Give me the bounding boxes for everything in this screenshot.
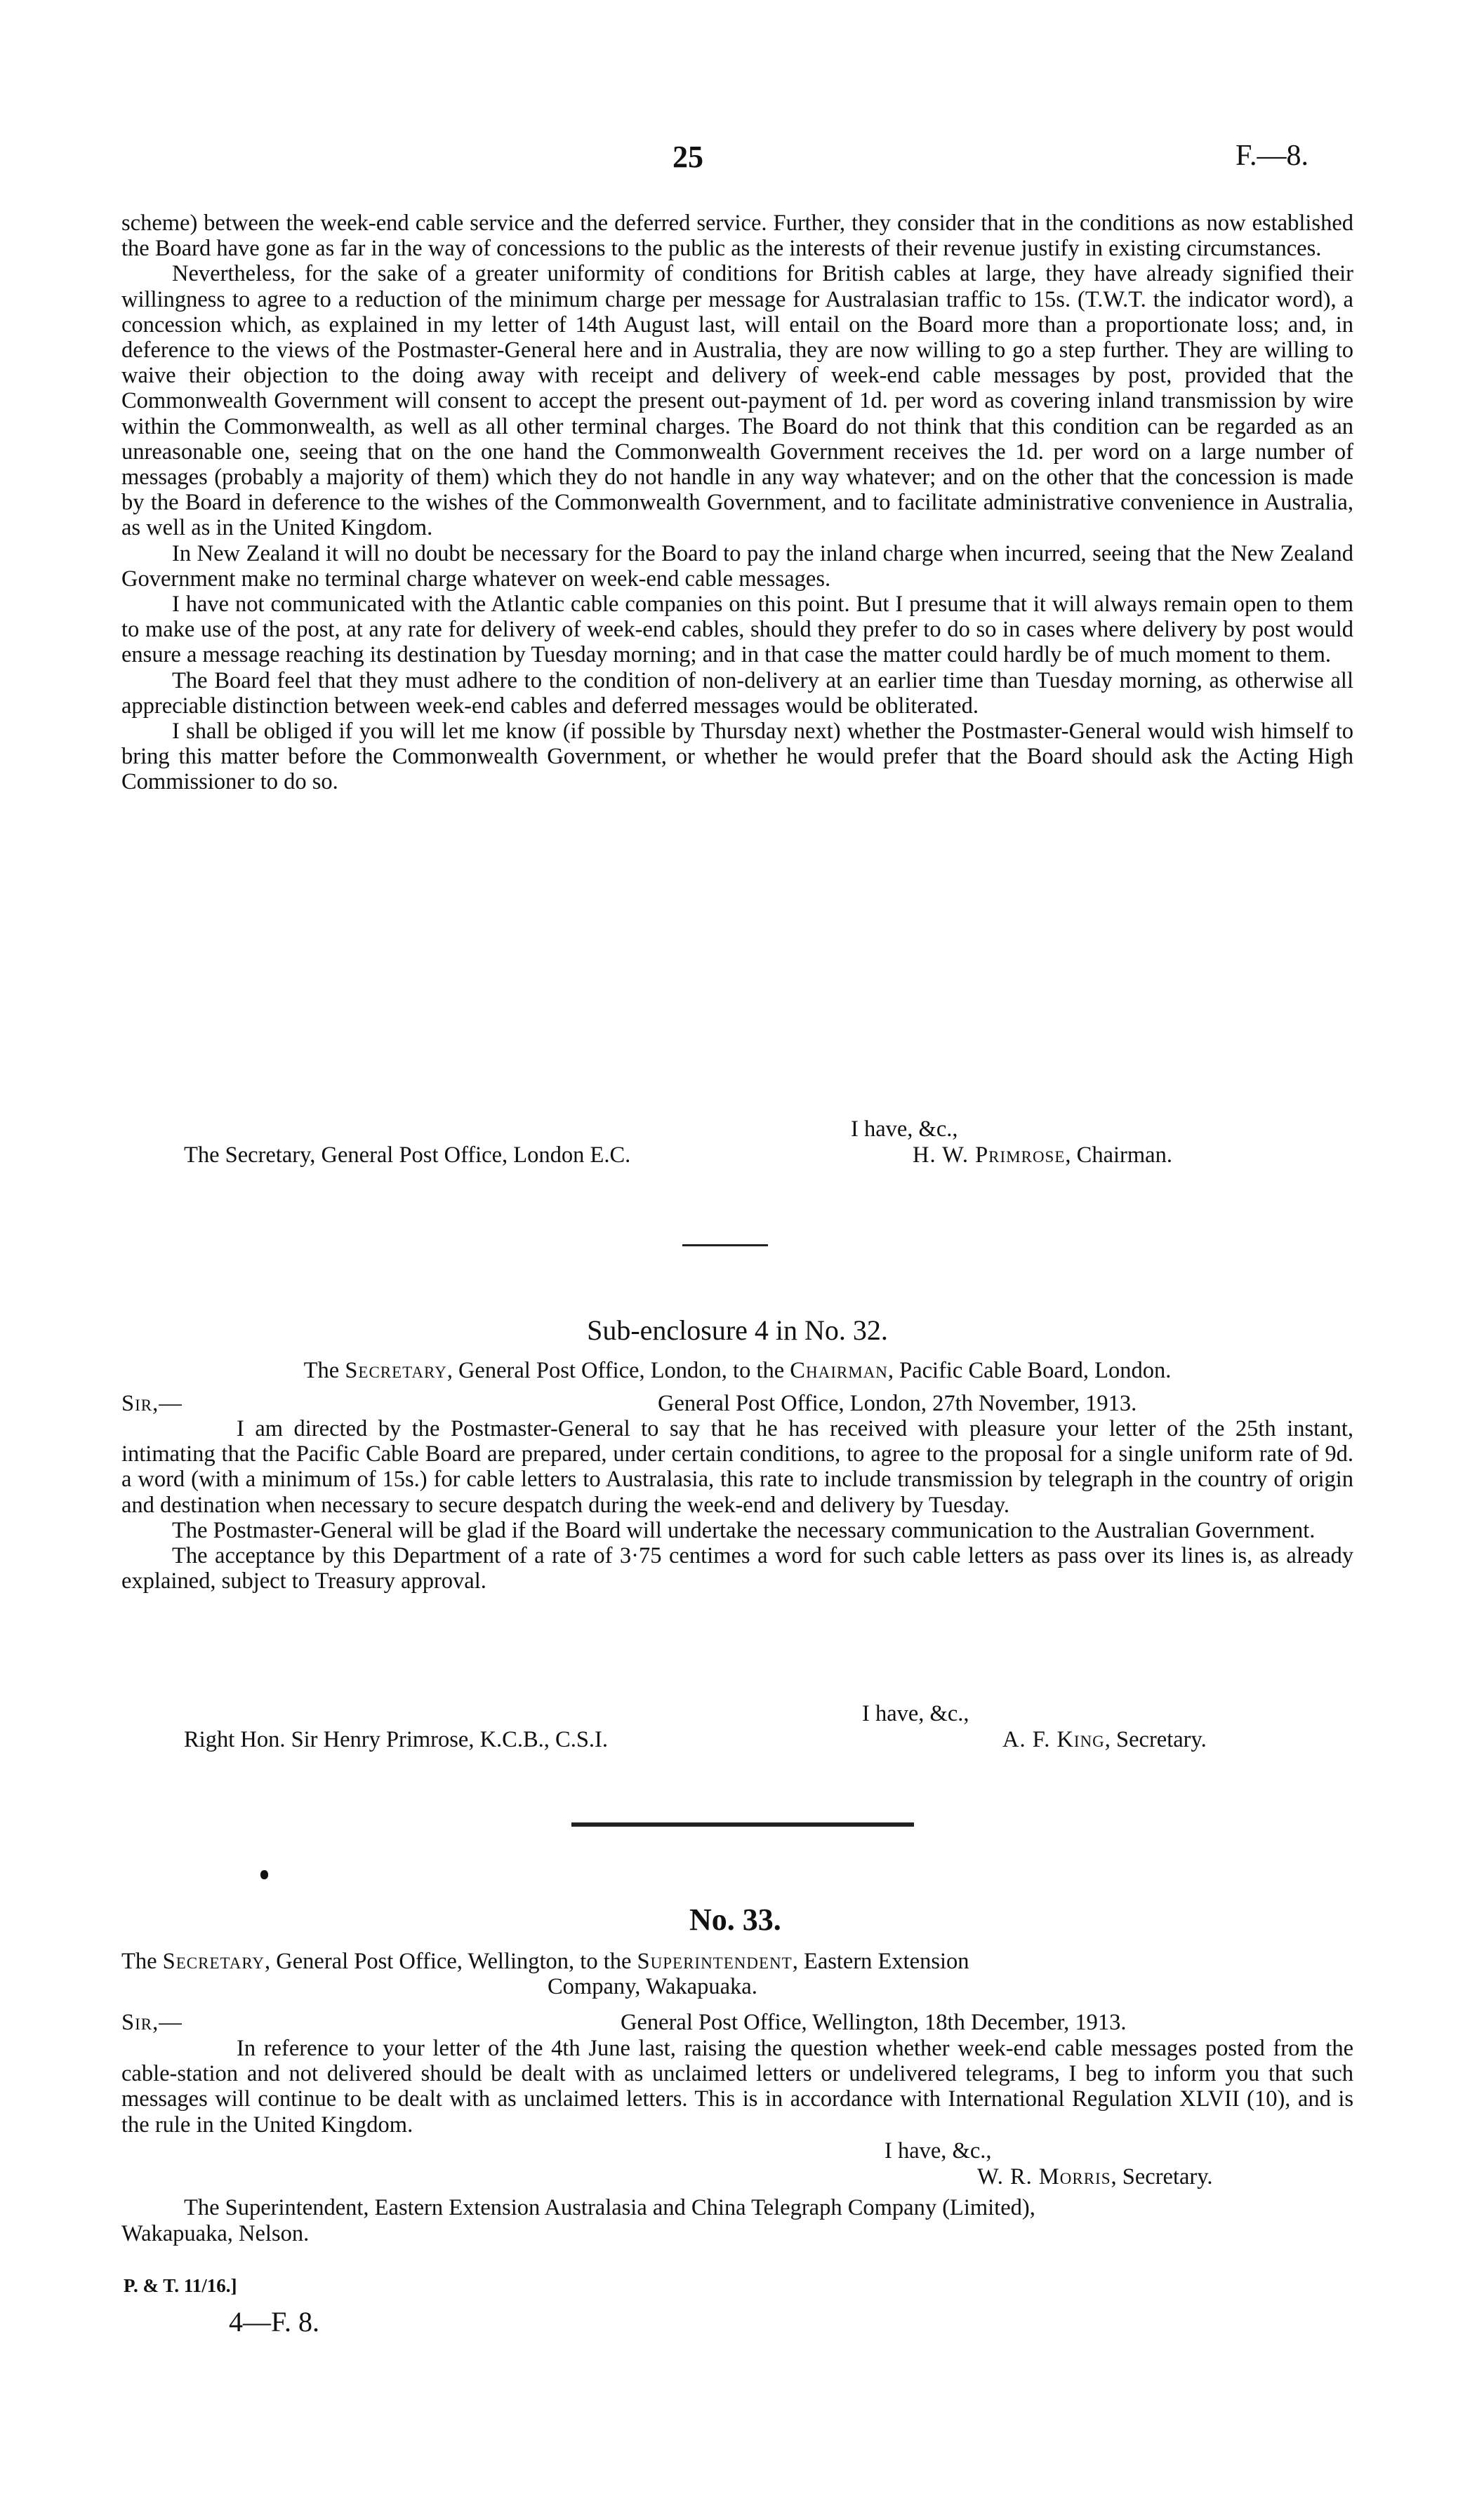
paragraph: The acceptance by this Department of a rate of 3·75 centimes a word for such cable letters as pass over its lines is, as already explained, subject to Treasury approval. [121, 1543, 1353, 1594]
no33-body [121, 2036, 1353, 2138]
paragraph: I have not communicated with the Atlantic cable companies on this point. But I presume that it will always remain open to them to make use of the post, at any rate for delivery of week-end cables, should they prefer to do so in cases where delivery by post would ensure a message reaching its destination by Tuesday morning; and in that case the matter could hardly be of much moment to them. [121, 592, 1353, 668]
paragraph: I shall be obliged if you will let me know (if possible by Thursday next) whether the Postmaster-General would wish himself to bring this matter before the Commonwealth Government, or whether he would prefer that the Board should ask the Acting High Commissioner to do so. [121, 719, 1353, 795]
sheet-signature: 4—F. 8. [229, 2306, 320, 2338]
recipient-title: Superintendent [637, 1949, 793, 1974]
signatory-title: , Secretary. [1104, 1727, 1207, 1752]
text-fragment: The [121, 1949, 163, 1974]
salutation: Sir,— [121, 1391, 183, 1416]
addressee-line-1: The Superintendent, Eastern Extension Australasia and China Telegraph Company (Limited), [184, 2195, 1035, 2220]
text-fragment: , Pacific Cable Board, London. [887, 1358, 1172, 1383]
signatory-name: H. W. Primrose [913, 1142, 1066, 1168]
recipient-line-2: Company, Wakapuaka. [548, 1974, 757, 1999]
paragraph: I am directed by the Postmaster-General to say that he has received with pleasure your letter of the 25th instant, intimating that the Pacific Cable Board are prepared, under certain conditions, to agree to the proposal for a single uniform rate of 9d. a word (with a minimum of 15s.) for cable letters to Australasia, this rate to include transmission by telegraph in the country of origin and destination when necessary to secure despatch during the week-end and delivery by Tuesday. [121, 1416, 1353, 1518]
signatory-title: , Secretary. [1111, 2164, 1213, 2189]
paragraph: In New Zealand it will no doubt be necessary for the Board to pay the inland charge when incurred, seeing that the New Zealand Government make no terminal charge whatever on week-end cable messages. [121, 540, 1353, 592]
signatory-name: A. F. King [1002, 1727, 1105, 1752]
place-date: General Post Office, Wellington, 18th December, 1913. [621, 2010, 1127, 2035]
signatory-title: , Chairman. [1065, 1142, 1172, 1168]
section-divider [571, 1822, 914, 1827]
sender-recipient-line [121, 1358, 1353, 1383]
printer-reference: P. & T. 11/16.] [124, 2275, 237, 2296]
paragraph: Nevertheless, for the sake of a greater uniformity of conditions for British cables at large, they have already signified their willingness to agree to a reduction of the minimum charge per message for Australasian traffic to 15s. (T.W.T. the indicator word), a concession which, as explained in my letter of 14th August last, will entail on the Board more than a proportionate loss; and, in deference to the views of the Postmaster-General here and in Australia, they are now willing to go a step further. They are willing to waive their objection to the doing away with receipt and delivery of week-end cable messages by post, provided that the Commonwealth Government will consent to accept the present out-payment of 1d. per word as covering inland transmission by wire within the Commonwealth, as well as all other terminal charges. The Board do not think that this condition can be regarded as an unreasonable one, seeing that on the one hand the Commonwealth Government receives the 1d. per word on a large number of messages (probably a majority of them) which they do not handle in any way whatever; and on the other that the concession is made by the Board in deference to the wishes of the Commonwealth Government, and to facilitate administrative convenience in Australia, as well as in the United Kingdom. [121, 261, 1353, 541]
paragraph: The Board feel that they must adhere to the condition of non-delivery at an earlier time than Tuesday morning, as otherwise all appreciable distinction between week-end cables and deferred messages would be obliterated. [121, 667, 1353, 719]
signature [977, 2164, 1212, 2189]
signatory-name: W. R. Morris [977, 2164, 1111, 2189]
paragraph: The Postmaster-General will be glad if the Board will undertake the necessary communication to the Australian Government. [172, 1517, 1316, 1543]
addressee: The Secretary, General Post Office, London E.C. [184, 1142, 631, 1168]
place-date: General Post Office, London, 27th November, 1913. [658, 1391, 1137, 1416]
text-fragment: The [303, 1358, 345, 1383]
closing: I have, &c., [851, 1116, 958, 1142]
section-heading: No. 33. [689, 1902, 781, 1937]
ink-mark [260, 1870, 268, 1879]
sub-enclosure-body [121, 1416, 1353, 1594]
page-number: 25 [673, 140, 703, 174]
text-fragment: , General Post Office, London, to the [446, 1358, 790, 1383]
salutation: Sir,— [121, 2010, 183, 2035]
paragraph: scheme) between the week-end cable service and the deferred service. Further, they consider that in the conditions as now established the Board have gone as far in the way of concessions to the public as the interests of their revenue justify in existing circumstances. [121, 211, 1353, 262]
closing: I have, &c., [862, 1701, 969, 1726]
closing: I have, &c., [885, 2138, 992, 2164]
text-fragment: , Eastern Extension [792, 1949, 969, 1974]
addressee-line-2: Wakapuaka, Nelson. [121, 2221, 310, 2246]
signature [1002, 1727, 1207, 1752]
section-heading: Sub-enclosure 4 in No. 32. [587, 1314, 888, 1346]
sender-title: Secretary [162, 1949, 265, 1974]
paragraph: In reference to your letter of the 4th June last, raising the question whether week-end cable messages posted from the cable-station and not delivered should be dealt with as unclaimed letters or undelivered telegrams, I beg to inform you that such messages will continue to be dealt with as unclaimed letters. This is in accordance with International Regulation XLVII (10), and is the rule in the United Kingdom. [121, 2036, 1353, 2138]
addressee: Right Hon. Sir Henry Primrose, K.C.B., C.S.I. [184, 1727, 608, 1752]
signature [913, 1142, 1172, 1168]
recipient-title: Chairman [790, 1358, 888, 1383]
sender-title: Secretary [345, 1358, 447, 1383]
sender-recipient-line [121, 1949, 969, 1974]
series-reference: F.—8. [1235, 140, 1309, 172]
text-fragment: , General Post Office, Wellington, to the [265, 1949, 637, 1974]
letter-body [121, 211, 1353, 795]
divider [682, 1244, 768, 1246]
